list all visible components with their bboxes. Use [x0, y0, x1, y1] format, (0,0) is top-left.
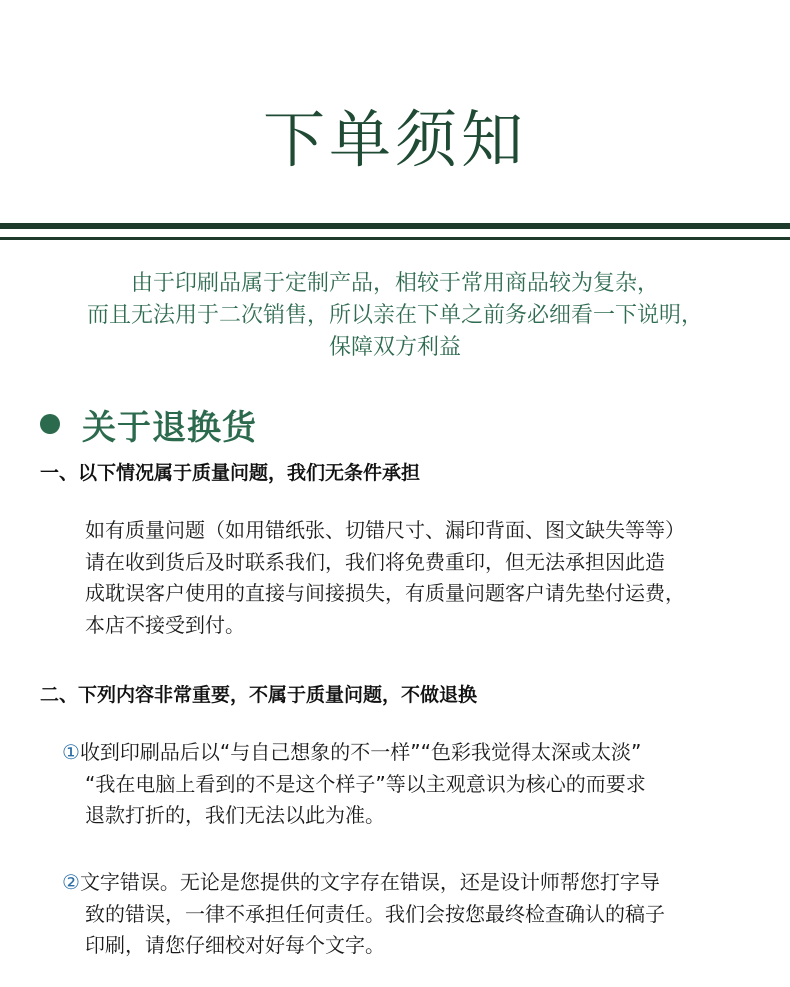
intro-line: 而且无法用于二次销售，所以亲在下单之前务必细看一下说明， [86, 303, 703, 328]
paragraph-line: 请在收到货后及时联系我们，我们将免费重印，但无法承担因此造 [85, 549, 665, 574]
item-text: 致的错误，一律不承担任何责任。我们会按您最终检查确认的稿子 [85, 901, 665, 926]
section-title: 关于退换货 [82, 407, 257, 448]
item-text: 印刷，请您仔细校对好每个文字。 [85, 933, 385, 957]
paragraph-line: 如有质量问题（如用错纸张、切错尺寸、漏印背面、图文缺失等等） [85, 518, 685, 542]
bullet-dot-icon [40, 414, 60, 434]
page-title: 下单须知 [262, 103, 527, 176]
list-item [62, 737, 646, 832]
divider-thin [0, 237, 790, 240]
paragraph-line: 成耽误客户使用的直接与间接损失，有质量问题客户请先垫付运费， [85, 581, 685, 605]
item-text: “我在电脑上看到的不是这个样子”等以主观意识为核心的而要求 [85, 771, 646, 796]
item-text: 退款打折的，我们无法以此为准。 [85, 803, 385, 827]
paragraph-line: 本店不接受到付。 [85, 612, 245, 637]
quality-issue-heading: 一、以下情况属于质量问题，我们无条件承担 [40, 462, 421, 484]
intro-line: 保障双方利益 [328, 335, 461, 360]
item-number: ② [62, 870, 80, 894]
quality-issue-paragraph [85, 515, 685, 641]
no-return-heading: 二、下列内容非常重要，不属于质量问题，不做退换 [40, 684, 478, 706]
item-text: 收到印刷品后以“与自己想象的不一样”“色彩我觉得太深或太淡” [79, 740, 642, 764]
item-number: ① [62, 740, 80, 764]
intro-line: 由于印刷品属于定制产品，相较于常用商品较为复杂， [130, 271, 659, 296]
divider-thick [0, 223, 790, 229]
intro-text [0, 268, 790, 364]
item-text: 文字错误。无论是您提供的文字存在错误，还是设计师帮您打字导 [79, 870, 660, 894]
list-item [62, 867, 665, 962]
section-header [40, 400, 257, 448]
